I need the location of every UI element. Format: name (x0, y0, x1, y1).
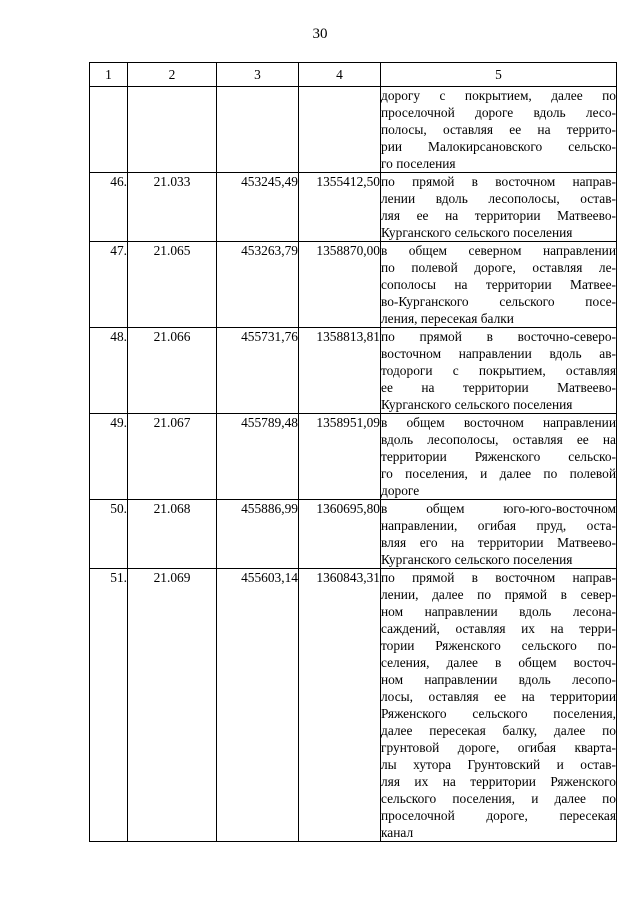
description-line: рии Малокирсановского сельско- (381, 139, 616, 154)
description-line: ном направлении вдоль лесона- (381, 604, 616, 619)
description-line: Курганского сельского поселения (381, 397, 573, 412)
description-line: дороге (381, 483, 420, 498)
description-line: ном направлении вдоль лесопо- (381, 672, 616, 687)
description-line: по полевой дороге, оставляя ле- (381, 260, 616, 275)
description-line: далее пересекая балку, далее по (381, 723, 616, 738)
description-line: грунтовой дороге, огибая кварта- (381, 740, 616, 755)
table-row (90, 173, 617, 242)
description-line: территории Ряженского сельско- (381, 449, 616, 464)
route-description-cell (381, 328, 617, 414)
route-description-cell (381, 414, 617, 500)
table-row (90, 500, 617, 569)
point-code-cell: 21.069 (128, 569, 217, 842)
row-number-cell: 48. (90, 328, 128, 414)
description-line: по прямой в восточном направ- (381, 174, 616, 189)
description-line: ее на территории Матвеево- (381, 380, 616, 395)
description-line: вдоль лесополосы, оставляя ее на (381, 432, 616, 447)
coordinate-x-cell: 455603,14 (217, 569, 299, 842)
row-number-cell: 51. (90, 569, 128, 842)
description-line: по прямой в восточно-северо- (381, 329, 616, 344)
point-code-cell: 21.067 (128, 414, 217, 500)
coordinate-y-cell: 1358951,09 (299, 414, 381, 500)
description-line: тории Ряженского сельского по- (381, 638, 616, 653)
coordinate-x-cell (217, 87, 299, 173)
route-description-cell (381, 569, 617, 842)
table-body (90, 87, 617, 842)
description-line: восточном направлении вдоль ав- (381, 346, 616, 361)
description-line: сельского поселения, и далее по (381, 791, 616, 806)
header-col-2: 2 (128, 63, 217, 87)
coordinate-y-cell: 1355412,50 (299, 173, 381, 242)
description-line: в общем юго-юго-восточном (381, 501, 616, 516)
description-line: лении вдоль лесополосы, остав- (381, 191, 616, 206)
page-number: 30 (312, 26, 328, 42)
table-row (90, 242, 617, 328)
header-col-4: 4 (299, 63, 381, 87)
description-line: канал (381, 825, 414, 840)
table-row (90, 569, 617, 842)
description-line: го поселения (381, 156, 456, 171)
description-line: вляя его на территории Матвеево- (381, 535, 616, 550)
coordinate-y-cell: 1360843,31 (299, 569, 381, 842)
row-number-cell: 50. (90, 500, 128, 569)
description-line: полосы, оставляя ее на террито- (381, 122, 616, 137)
coordinate-x-cell: 453245,49 (217, 173, 299, 242)
route-description-cell (381, 500, 617, 569)
description-line: селения, далее в общем восточ- (381, 655, 616, 670)
coordinate-x-cell: 455886,99 (217, 500, 299, 569)
description-line: проселочной дороге, пересекая (381, 808, 616, 823)
description-line: дорогу с покрытием, далее по (381, 88, 616, 103)
description-line: го поселения, и далее по полевой (381, 466, 616, 481)
point-code-cell: 21.068 (128, 500, 217, 569)
description-line: в общем восточном направлении (381, 415, 616, 430)
route-description-cell (381, 173, 617, 242)
description-line: проселочной дороге вдоль лесо- (381, 105, 616, 120)
header-col-1: 1 (90, 63, 128, 87)
row-number-cell: 47. (90, 242, 128, 328)
point-code-cell: 21.066 (128, 328, 217, 414)
description-line: ляя их на территории Ряженского (381, 774, 616, 789)
description-line: во-Курганского сельского посе- (381, 294, 616, 309)
description-line: лосы, оставляя ее на территории (381, 689, 616, 704)
coordinate-y-cell: 1358813,81 (299, 328, 381, 414)
coordinate-x-cell: 455789,48 (217, 414, 299, 500)
description-line: лы хутора Грунтовский и остав- (381, 757, 616, 772)
description-line: лении, далее по прямой в север- (381, 587, 616, 602)
description-line: в общем северном направлении (381, 243, 616, 258)
description-line: тодороги с покрытием, оставляя (381, 363, 616, 378)
point-code-cell: 21.033 (128, 173, 217, 242)
row-number-cell: 46. (90, 173, 128, 242)
table-row (90, 328, 617, 414)
description-line: ляя ее на территории Матвеево- (381, 208, 616, 223)
coordinate-y-cell (299, 87, 381, 173)
header-col-5: 5 (381, 63, 617, 87)
description-line: ления, пересекая балки (381, 311, 514, 326)
row-number-cell (90, 87, 128, 173)
route-description-cell (381, 87, 617, 173)
description-line: Курганского сельского поселения (381, 552, 573, 567)
table-row (90, 87, 617, 173)
point-code-cell: 21.065 (128, 242, 217, 328)
coordinate-y-cell: 1358870,00 (299, 242, 381, 328)
description-line: по прямой в восточном направ- (381, 570, 616, 585)
description-line: сополосы на территории Матвее- (381, 277, 616, 292)
description-line: Ряженского сельского поселения, (381, 706, 616, 721)
header-col-3: 3 (217, 63, 299, 87)
point-code-cell (128, 87, 217, 173)
table-row (90, 414, 617, 500)
description-line: Курганского сельского поселения (381, 225, 573, 240)
coordinate-x-cell: 455731,76 (217, 328, 299, 414)
route-table (89, 62, 617, 842)
description-line: направлении, огибая пруд, оста- (381, 518, 616, 533)
route-description-cell (381, 242, 617, 328)
coordinate-y-cell: 1360695,80 (299, 500, 381, 569)
coordinate-x-cell: 453263,79 (217, 242, 299, 328)
table-header-row (90, 63, 617, 87)
row-number-cell: 49. (90, 414, 128, 500)
description-line: саждений, оставляя их на терри- (381, 621, 616, 636)
